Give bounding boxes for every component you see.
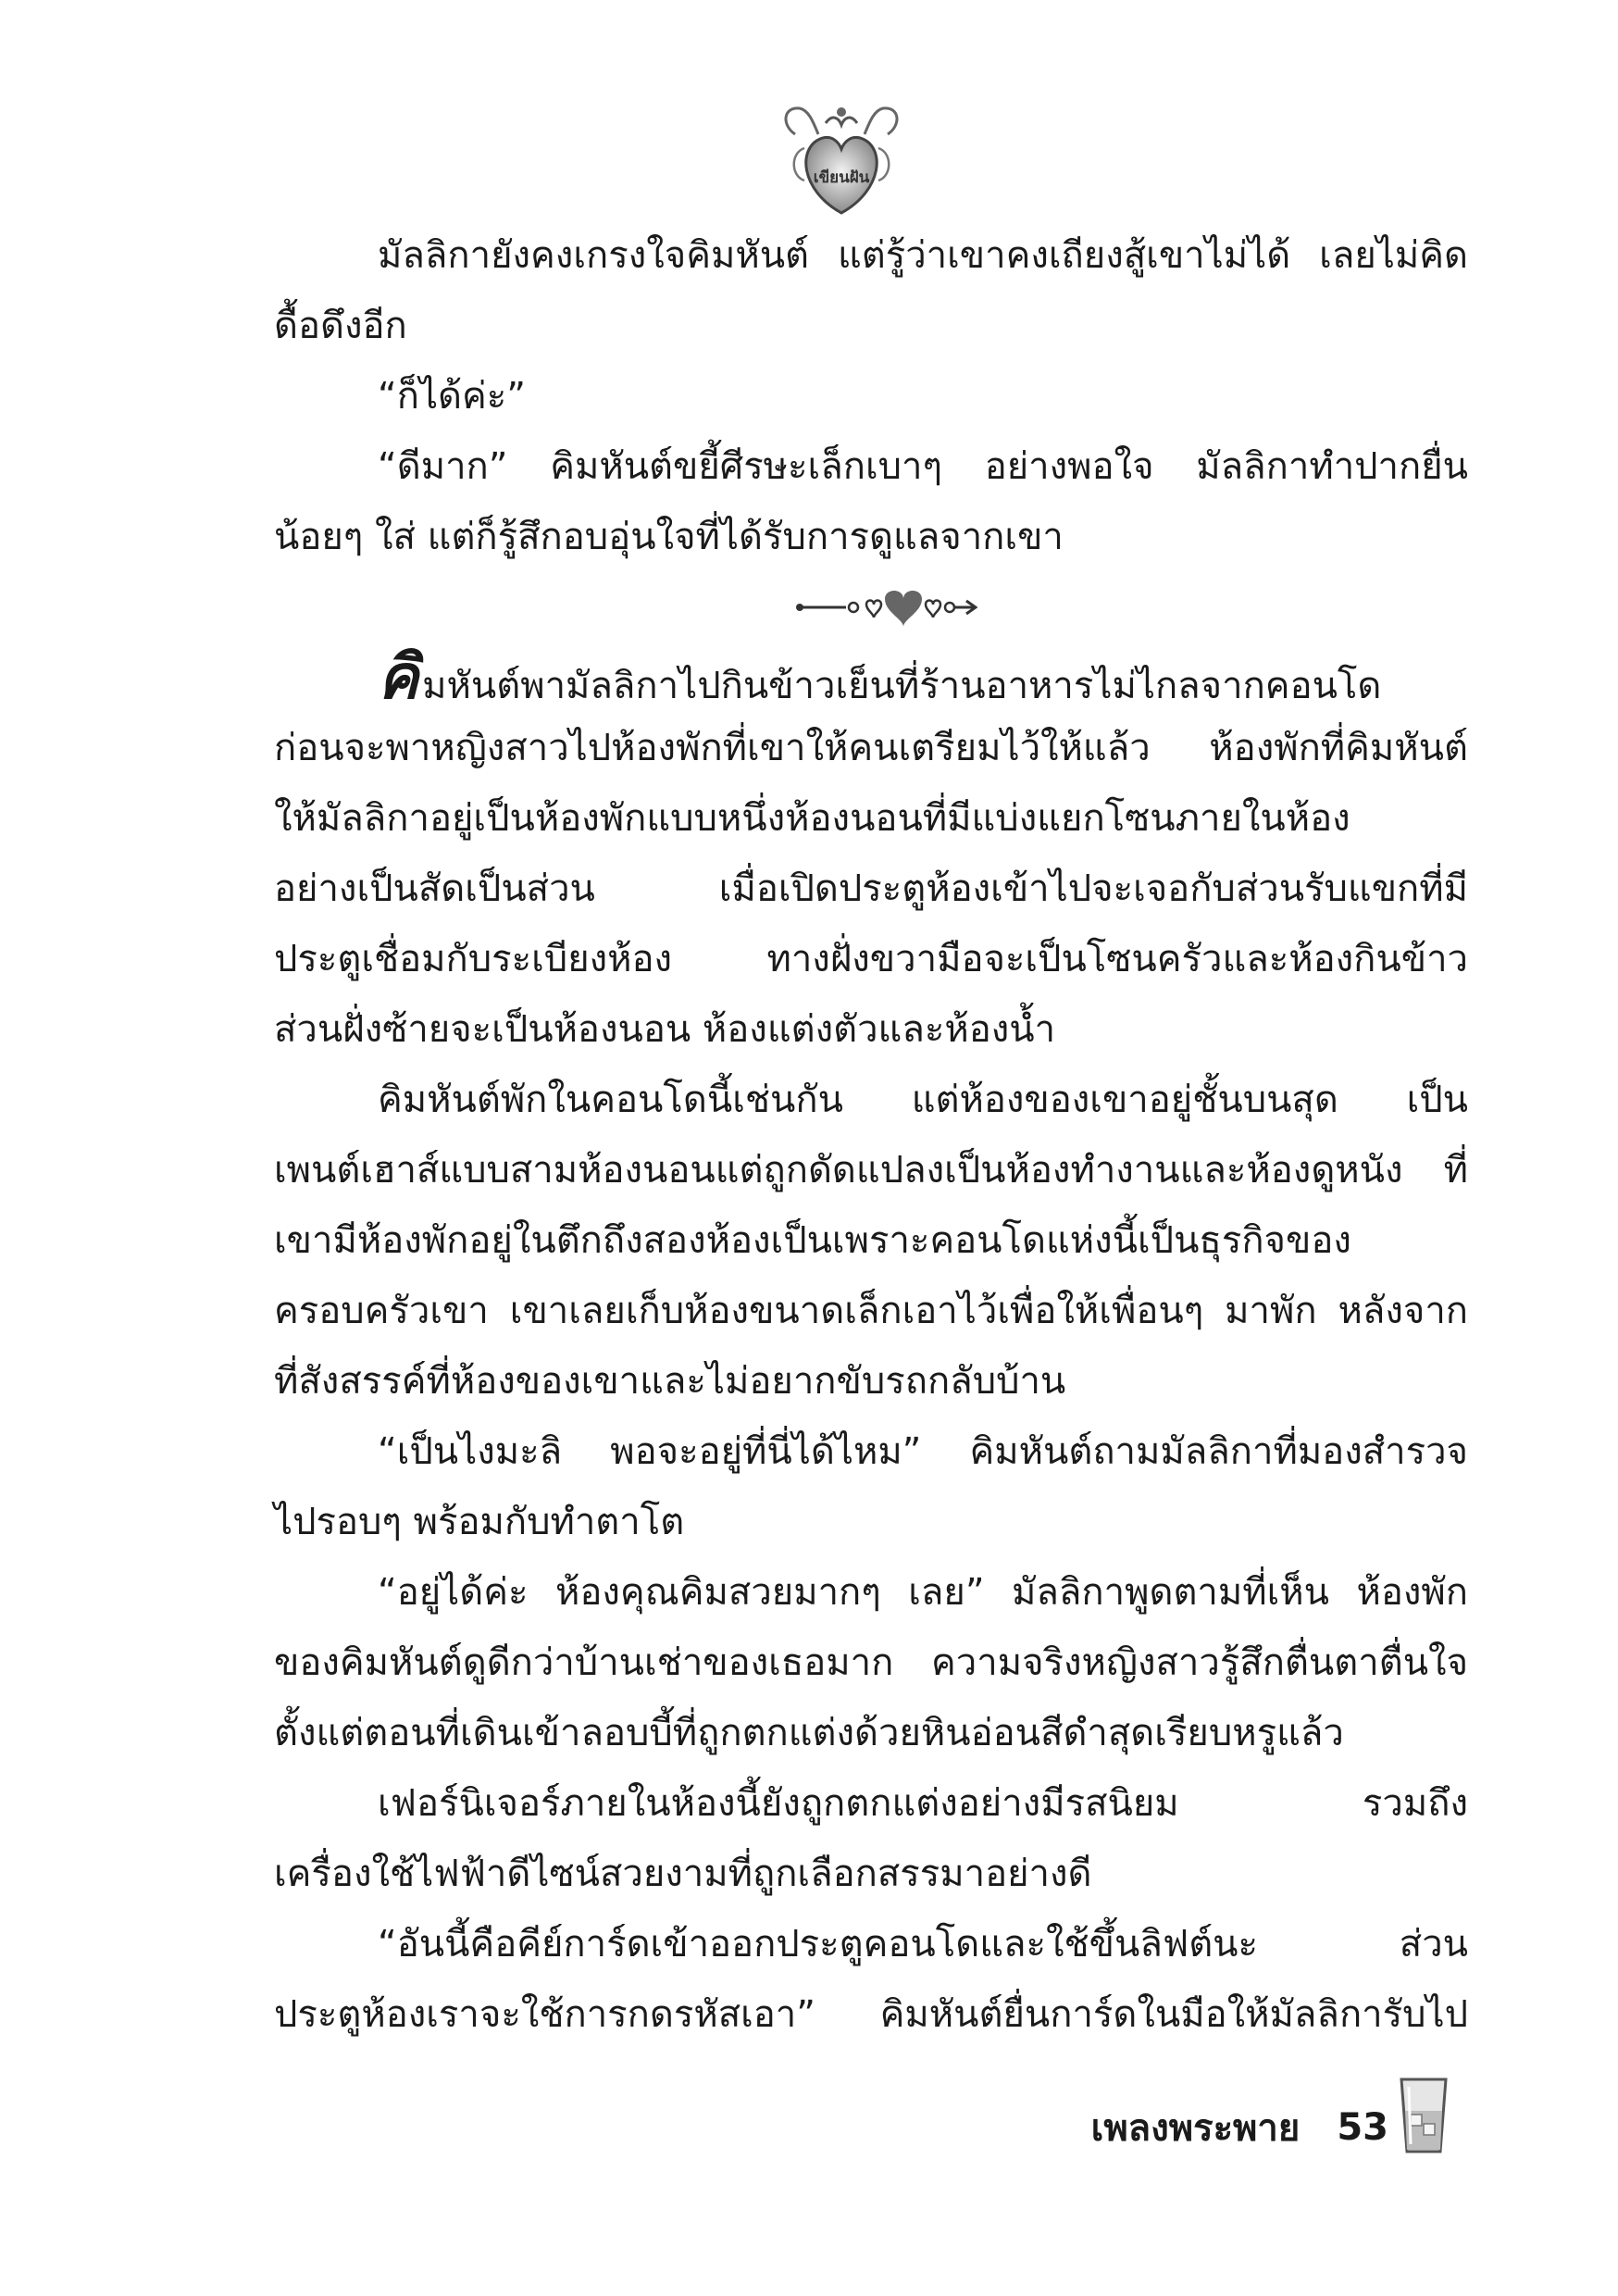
page-footer [1000,2100,1388,2155]
paragraph-line: ดื้อดึงอีก [274,305,407,347]
page-number: 53 [1337,2106,1388,2149]
paragraph-line: ไปรอบๆ พร้อมกับทำตาโต [274,1501,685,1543]
paragraph-line: “อันนี้คือคีย์การ์ดเข้าออกประตูคอนโดและใช้ขึ้นลิฟต์นะ ส่วน [378,1923,1468,1965]
logo-text: เขียนฝัน [813,168,870,187]
paragraph-line: ที่สังสรรค์ที่ห้องของเขาและไม่อยากขับรถกลับบ้าน [274,1360,1066,1403]
paragraph-line: ของคิมหันต์ดูดีกว่าบ้านเช่าของเธอมาก ความจริงหญิงสาวรู้สึกตื่นตาตื่นใจ [274,1641,1468,1684]
paragraph-line: เฟอร์นิเจอร์ภายในห้องนี้ยังถูกตกแต่งอย่างมีรสนิยม รวมถึง [378,1782,1468,1825]
whisky-glass-icon [1398,2074,1450,2157]
paragraph-line: ให้มัลลิกาอยู่เป็นห้องพักแบบหนึ่งห้องนอนที่มีแบ่งแยกโซนภายในห้อง [274,797,1350,840]
dropcap: คิ [378,642,419,713]
paragraph-line: มัลลิกายังคงเกรงใจคิมหันต์ แต่รู้ว่าเขาคงเถียงสู้เขาไม่ได้ เลยไม่คิด [378,234,1468,277]
chapter-first-line [274,643,1468,713]
paragraph-line: เครื่องใช้ไฟฟ้าดีไซน์สวยงามที่ถูกเลือกสรรมาอย่างดี [274,1853,1092,1895]
paragraph-line: ส่วนฝั่งซ้ายจะเป็นห้องนอน ห้องแต่งตัวและห้องน้ำ [274,1008,1056,1051]
book-title: เพลงพระพาย [1090,2107,1301,2150]
paragraph-line: “ดีมาก” คิมหันต์ขยี้ศีรษะเล็กเบาๆ อย่างพอใจ มัลลิกาทำปากยื่น [378,445,1468,488]
paragraph-line: “อยู่ได้ค่ะ ห้องคุณคิมสวยมากๆ เลย” มัลลิกาพูดตามที่เห็น ห้องพัก [378,1571,1468,1614]
page-body [274,220,1468,2050]
chapter-first-line-text: มหันต์พามัลลิกาไปกินข้าวเย็นที่ร้านอาหารไม่ไกลจากคอนโด [422,665,1382,707]
heart-arrow-divider-icon [792,584,977,630]
paragraph-line: ประตูเชื่อมกับระเบียงห้อง ทางฝั่งขวามือจะเป็นโซนครัวและห้องกินข้าว [274,938,1468,980]
paragraph-line: อย่างเป็นสัดเป็นส่วน เมื่อเปิดประตูห้องเข้าไปจะเจอกับส่วนรับแขกที่มี [274,867,1468,910]
scene-divider [274,572,1468,643]
paragraph-line: คิมหันต์พักในคอนโดนี้เช่นกัน แต่ห้องของเขาอยู่ชั้นบนสุด เป็น [378,1079,1468,1121]
paragraph-line: ก่อนจะพาหญิงสาวไปห้องพักที่เขาให้คนเตรียมไว้ให้แล้ว ห้องพักที่คิมหันต์ [274,727,1468,769]
paragraph-line: น้อยๆ ใส่ แต่ก็รู้สึกอบอุ่นใจที่ได้รับการดูแลจากเขา [274,516,1064,558]
paragraph-line: เขามีห้องพักอยู่ในตึกถึงสองห้องเป็นเพราะคอนโดแห่งนี้เป็นธุรกิจของ [274,1219,1351,1262]
paragraph-line: ครอบครัวเขา เขาเลยเก็บห้องขนาดเล็กเอาไว้เพื่อให้เพื่อนๆ มาพัก หลังจาก [274,1290,1468,1332]
ornamental-heart-logo [772,97,911,227]
paragraph-line: ประตูห้องเราจะใช้การกดรหัสเอา” คิมหันต์ยื่นการ์ดในมือให้มัลลิการับไป [274,1993,1468,2036]
paragraph-line: ตั้งแต่ตอนที่เดินเข้าลอบบี้ที่ถูกตกแต่งด้วยหินอ่อนสีดำสุดเรียบหรูแล้ว [274,1712,1344,1754]
paragraph-line: เพนต์เฮาส์แบบสามห้องนอนแต่ถูกดัดแปลงเป็นห้องทำงานและห้องดูหนัง ที่ [274,1149,1468,1192]
paragraph-line: “ก็ได้ค่ะ” [378,375,526,418]
paragraph-line: “เป็นไงมะลิ พอจะอยู่ที่นี่ได้ไหม” คิมหันต์ถามมัลลิกาที่มองสำรวจ [378,1430,1468,1473]
